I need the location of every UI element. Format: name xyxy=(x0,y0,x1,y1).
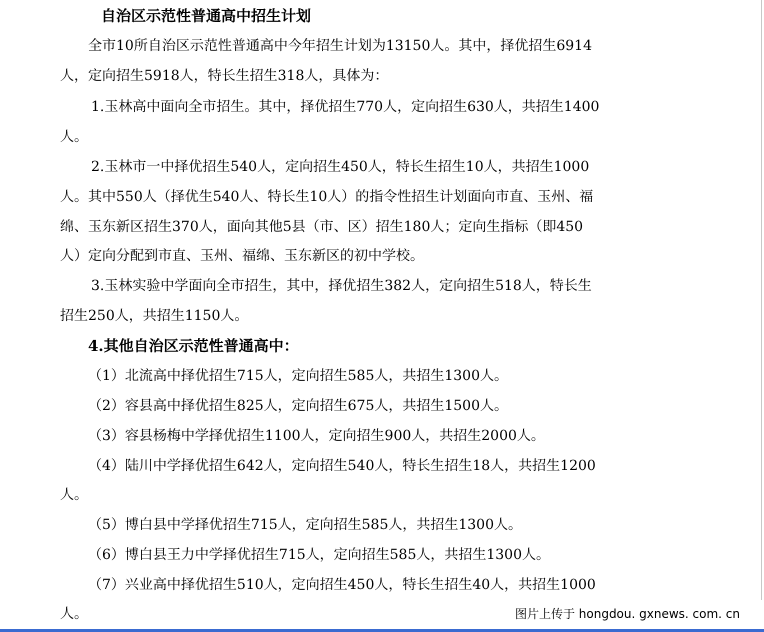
paragraph-line: 人。其中550人（择优生540人、特长生10人）的指令性招生计划面向市直、玉州、福 xyxy=(60,189,594,205)
list-item-continuation: 人。 xyxy=(60,606,88,622)
paragraph-line: 1.玉林高中面向全市招生。其中，择优招生770人，定向招生630人，共招生1400 xyxy=(91,99,600,115)
paragraph-line: 人。 xyxy=(60,129,88,145)
paragraph-line: 招生250人，共招生1150人。 xyxy=(60,308,249,324)
paragraph-line: 全市10所自治区示范性普通高中今年招生计划为13150人。其中，择优招生6914 xyxy=(88,38,592,54)
list-item: （5）博白县中学择优招生715人，定向招生585人，共招生1300人。 xyxy=(88,517,522,533)
list-item: （3）容县杨梅中学择优招生1100人，定向招生900人，共招生2000人。 xyxy=(88,428,545,444)
list-item-continuation: 人。 xyxy=(60,487,88,503)
right-border xyxy=(761,0,762,600)
list-item: （4）陆川中学择优招生642人，定向招生540人，特长生招生18人，共招生1200 xyxy=(88,458,596,474)
paragraph-line: 人，定向招生5918人，特长生招生318人，具体为： xyxy=(60,68,389,84)
list-item: （1）北流高中择优招生715人，定向招生585人，共招生1300人。 xyxy=(88,368,508,384)
paragraph-line: 人）定向分配到市直、玉州、福绵、玉东新区的初中学校。 xyxy=(60,248,424,264)
paragraph-line: 2.玉林市一中择优招生540人，定向招生450人，特长生招生10人，共招生1000 xyxy=(91,159,590,175)
list-item: （7）兴业高中择优招生510人，定向招生450人，特长生招生40人，共招生1000 xyxy=(88,577,596,593)
list-item: （6）博白县王力中学择优招生715人，定向招生585人，共招生1300人。 xyxy=(88,547,550,563)
list-item: （2）容县高中择优招生825人，定向招生675人，共招生1500人。 xyxy=(88,398,508,414)
document-title: 自治区示范性普通高中招生计划 xyxy=(101,7,312,25)
section-heading: 4.其他自治区示范性普通高中： xyxy=(88,337,299,355)
upload-caption: 图片上传于 hongdou. gxnews. com. cn xyxy=(514,607,740,621)
paragraph-line: 绵、玉东新区招生370人，面向其他5县（市、区）招生180人；定向生指标（即450 xyxy=(60,219,584,235)
paragraph-line: 3.玉林实验中学面向全市招生，其中，择优招生382人，定向招生518人，特长生 xyxy=(91,278,592,294)
